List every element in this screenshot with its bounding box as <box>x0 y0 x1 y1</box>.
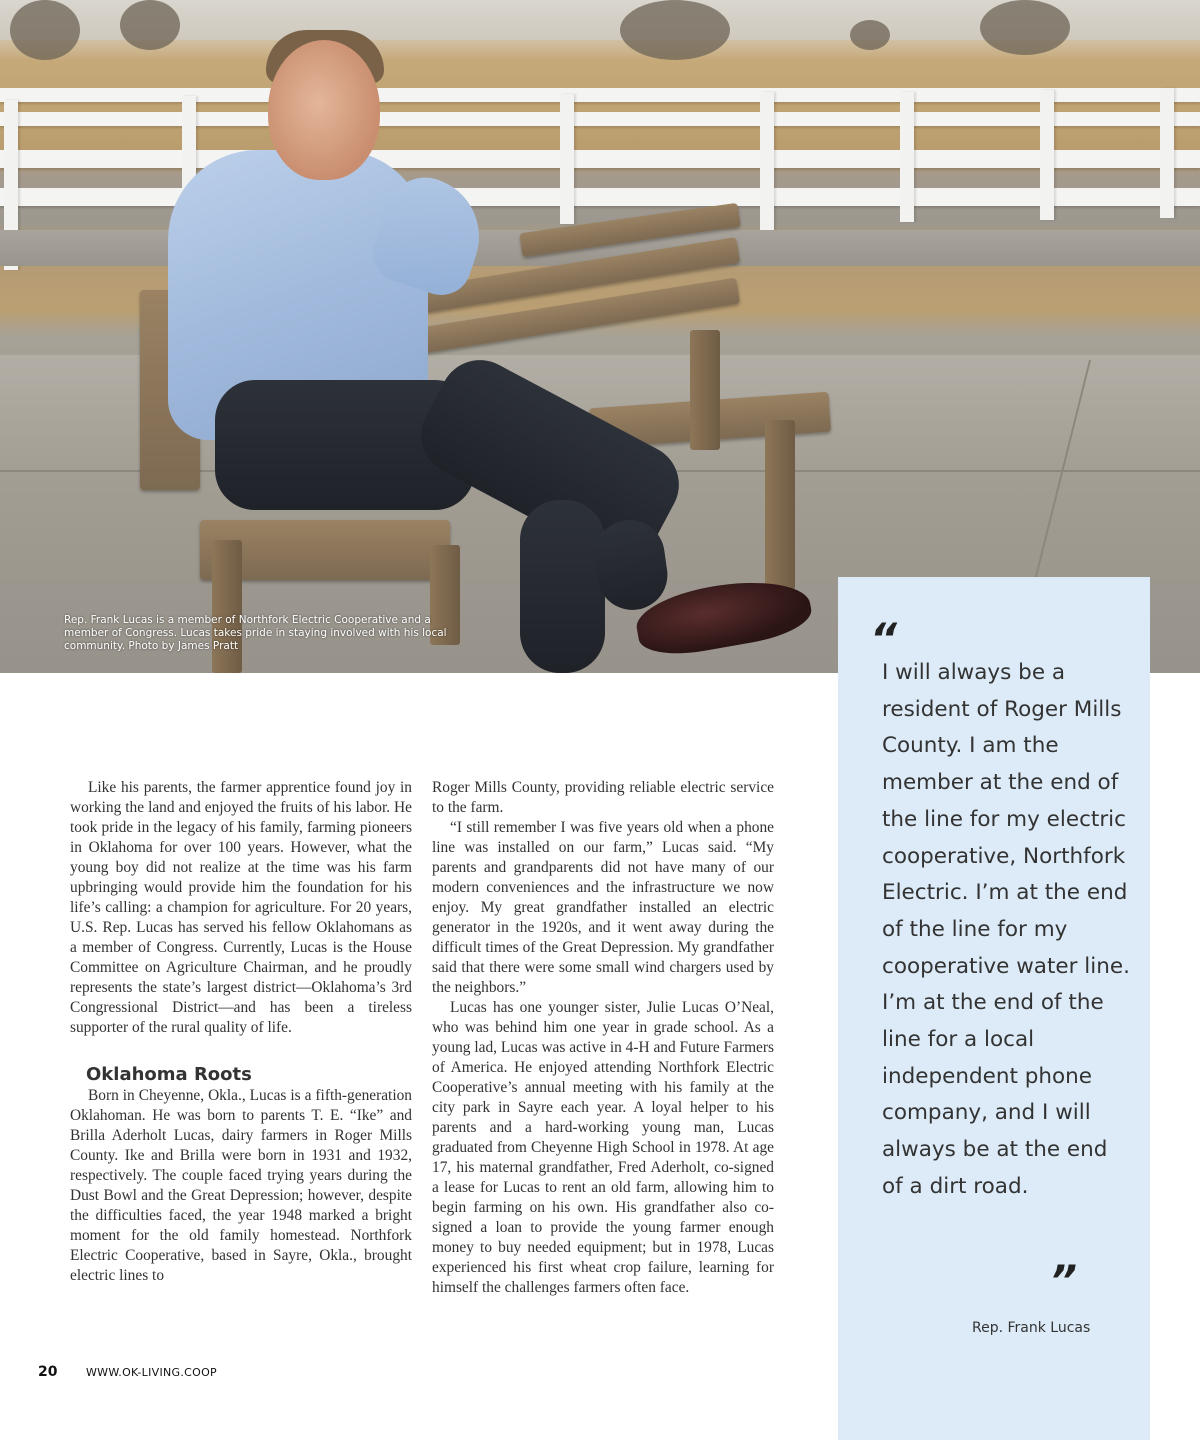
bench-leg <box>765 420 795 590</box>
fence-post <box>760 92 774 232</box>
close-quote-mark: ” <box>1050 1256 1078 1305</box>
fence-post <box>1040 90 1054 220</box>
article-paragraph: Lucas has one younger sister, Julie Lucas O’Neal, who was behind him one year in grade school. As a young lad, Lucas was active in 4-H and Future Farmers of America. He enjoyed attending Northfork Electric Cooperative’s annual meeting with his family at the city park in Sayre each year. A loyal helper to his parents and a hard-working young man, Lucas graduated from Cheyenne High School in 1978. At age 17, his maternal grandfather, Fred Aderholt, co-signed a lease for Lucas to rent an old farm, allowing him to begin farming on his own. His grandfather also co-signed a loan to provide the young farmer enough money to buy needed equipment; but in 1978, Lucas experienced his first wheat crop failure, learning for himself the challenges farmers often face. <box>432 999 774 1296</box>
article-column-2 <box>432 778 774 1298</box>
section-subhead: Oklahoma Roots <box>86 1064 252 1085</box>
fence-post <box>560 94 574 224</box>
fence-post <box>900 92 914 222</box>
man-leg <box>520 500 605 673</box>
photo-tree <box>850 20 890 50</box>
article-paragraph: Born in Cheyenne, Okla., Lucas is a fifth-generation Oklahoman. He was born to parents T. E. “Ike” and Brilla Aderholt Lucas, dairy farmers in Roger Mills County. Ike and Brilla were born in 1931 and 1932, respectively. The couple faced trying years during the Dust Bowl and the Great Depression; however, despite the difficulties faced, the year 1948 marked a bright moment for the old family homestead. Northfork Electric Cooperative, based in Sayre, Okla., brought electric lines to <box>70 1087 412 1284</box>
photo-tree <box>10 0 80 60</box>
pull-quote-text: I will always be a resident of Roger Mills County. I am the member at the end of the line for my electric cooperative, Northfork Electric. I’m at the end of the line for my cooperative water line. I’m at the end of the line for a local independent phone company, and I will always be at the end of a dirt road. <box>882 660 1130 1199</box>
bench-leg <box>212 540 242 673</box>
photo-tree <box>120 0 180 50</box>
open-quote-mark: “ <box>870 614 898 663</box>
feature-photo <box>0 0 1200 673</box>
fence-rail <box>0 150 1200 168</box>
man-head <box>268 40 380 180</box>
article-paragraph-continued: Roger Mills County, providing reliable electric service to the farm. <box>432 779 774 816</box>
bench-leg <box>690 330 720 450</box>
article-column-1 <box>70 778 412 1286</box>
page-number: 20 <box>38 1364 58 1380</box>
photo-tree <box>980 0 1070 55</box>
article-paragraph: Like his parents, the farmer apprentice found joy in working the land and enjoyed the fruits of his labor. He took pride in the legacy of his family, farming pioneers in Oklahoma for over 100 years. However, what the young boy did not realize at the time was his farm upbringing would provide him the foundation for his life’s calling: a champion for agriculture. For 20 years, U.S. Rep. Lucas has served his fellow Oklahomans as a member of Congress. Currently, Lucas is the House Committee on Agriculture Chairman, and he proudly represents the state’s largest district—Oklahoma’s 3rd Congressional District—and has been a tireless supporter of the rural quality of life. <box>70 779 412 1036</box>
fence-rail <box>0 88 1200 102</box>
photo-tree <box>620 0 730 60</box>
fence-rail <box>0 112 1200 126</box>
pull-quote-attribution: Rep. Frank Lucas <box>972 1320 1091 1336</box>
footer-url[interactable]: WWW.OK-LIVING.COOP <box>86 1366 217 1379</box>
fence-post <box>1160 88 1174 218</box>
photo-caption: Rep. Frank Lucas is a member of Northfork Electric Cooperative and a member of Congress. Lucas takes pride in staying involved with his local community. Photo by James Pratt <box>64 614 447 652</box>
article-paragraph: “I still remember I was five years old when a phone line was installed on our farm,” Lucas said. “My parents and grandparents did not have many of our modern conveniences and the infrastructure we now enjoy. My great grandfather installed an electric generator in the 1920s, and it went away during the difficult times of the Great Depression. My grandfather said that there were some small wind chargers used by the neighbors.” <box>432 819 774 996</box>
